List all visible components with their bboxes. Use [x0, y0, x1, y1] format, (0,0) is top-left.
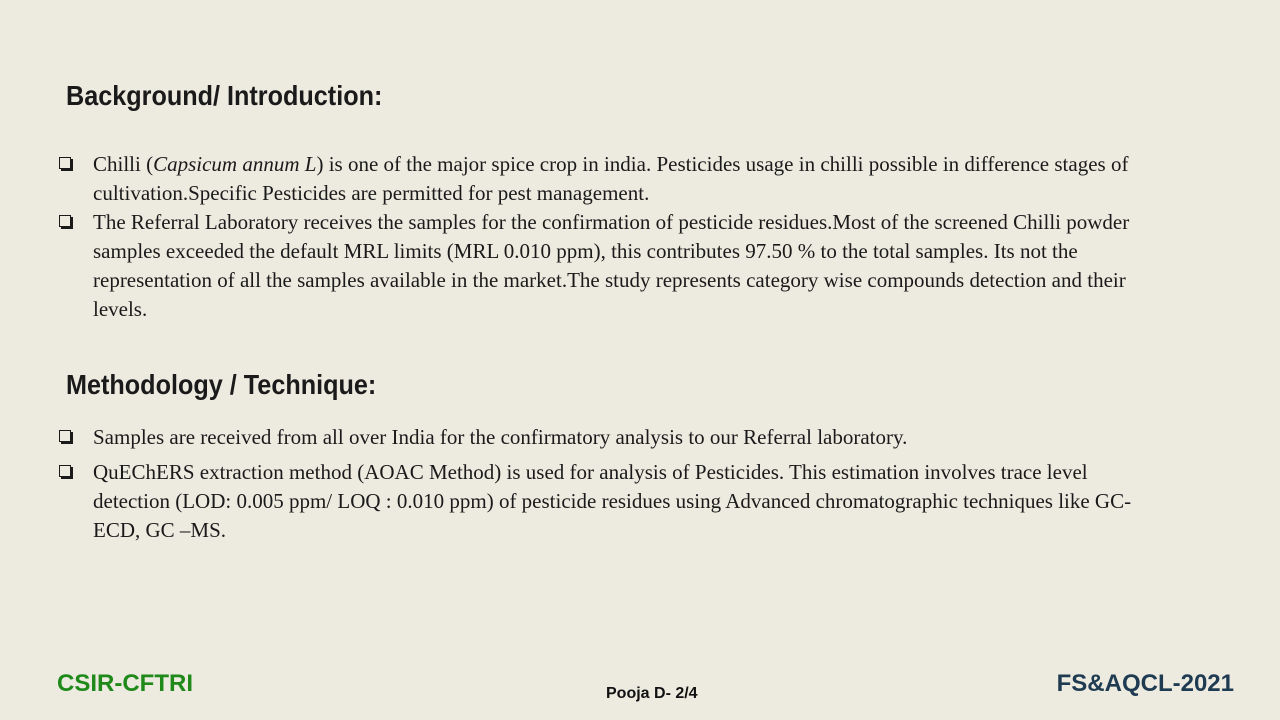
- bullet-text: The Referral Laboratory receives the samples for the confirmation of pesticide residues.Most of the screened Chilli powder samples exceeded the default MRL limits (MRL 0.010 ppm), this contributes 97.50 % to the total samples. Its not the representation of all the samples available in the market.The study represents category wise compounds detection and their levels.: [93, 210, 1130, 321]
- bullet-item: [56, 208, 1156, 324]
- bullet-text-suffix: ) is one of the major spice crop in india. Pesticides usage in chilli possible in difference stages of cultivation.Specific Pesticides are permitted for pest management.: [93, 152, 1129, 205]
- bullet-text: Samples are received from all over India for the confirmatory analysis to our Referral laboratory.: [93, 425, 908, 449]
- checkbox-bullet-icon: [59, 465, 71, 477]
- methodology-heading: Methodology / Technique:: [66, 369, 377, 400]
- checkbox-bullet-icon: [59, 430, 71, 442]
- checkbox-bullet-icon: [59, 215, 71, 227]
- bullet-text: QuEChERS extraction method (AOAC Method) is used for analysis of Pesticides. This estimation involves trace level detection (LOD: 0.005 ppm/ LOQ : 0.010 ppm) of pesticide residues using Advanced chromatographic techniques like GC-ECD, GC –MS.: [93, 460, 1132, 542]
- scientific-name: Capsicum annum L: [153, 152, 317, 176]
- methodology-bullet-list: [56, 423, 1156, 545]
- bullet-item: [56, 458, 1156, 545]
- bullet-text-prefix: Chilli (: [93, 152, 154, 176]
- bullet-item: [56, 423, 1156, 452]
- conference-footer: FS&AQCL-2021: [1056, 670, 1234, 697]
- institution-footer: CSIR-CFTRI: [57, 670, 193, 697]
- background-bullet-list: [56, 150, 1156, 324]
- checkbox-bullet-icon: [59, 157, 71, 169]
- slide-number-footer: Pooja D- 2/4: [606, 685, 698, 702]
- bullet-item: [56, 150, 1156, 208]
- background-heading: Background/ Introduction:: [66, 80, 383, 111]
